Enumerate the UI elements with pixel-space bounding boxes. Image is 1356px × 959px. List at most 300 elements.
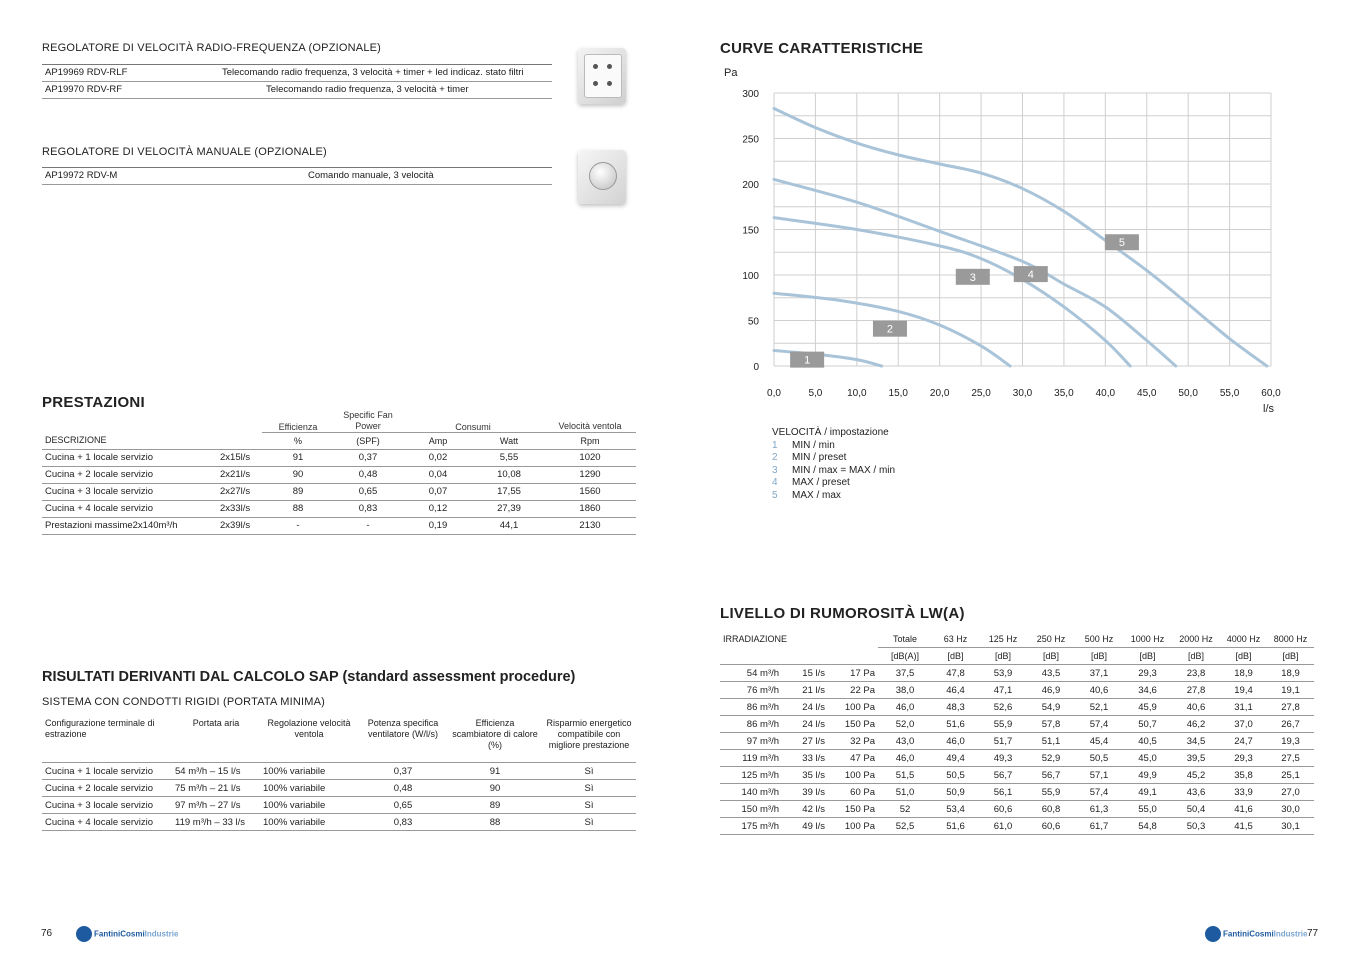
table-cell: Cucina + 1 locale servizio (42, 449, 217, 466)
table-cell: 50,4 (1172, 801, 1220, 818)
header-freq: 2000 Hz (1172, 631, 1220, 648)
table-cell: 2x27l/s (217, 483, 262, 500)
knob-icon (589, 162, 617, 190)
table-cell: Cucina + 4 locale servizio (42, 814, 172, 831)
table-cell: 54 m³/h (720, 665, 782, 682)
table-cell: 2x39l/s (217, 517, 262, 534)
table-cell: 57,1 (1075, 767, 1123, 784)
table-cell: 35 l/s (782, 767, 828, 784)
table-cell: 46,0 (878, 699, 932, 716)
table-cell: 18,9 (1267, 665, 1314, 682)
sub-header-row (42, 432, 636, 449)
table-cell: 51,0 (878, 784, 932, 801)
characteristic-curves-chart (716, 62, 1296, 422)
table-cell: 46,4 (932, 682, 979, 699)
y-tick-label: 300 (742, 89, 759, 100)
logo-sub-text: Industrie (1273, 929, 1308, 939)
header-unit: [dB] (1172, 648, 1220, 665)
header-risparmio: Risparmio energetico compatibile con migliore prestazione (542, 718, 636, 763)
legend-item (772, 477, 895, 490)
x-tick-label: 0,0 (767, 388, 781, 399)
table-cell: 53,9 (979, 665, 1027, 682)
units-row (720, 648, 1314, 665)
header-unit: [dB] (1267, 648, 1314, 665)
header-freq: 8000 Hz (1267, 631, 1314, 648)
page-number: 76 (41, 928, 53, 939)
prestazioni-table (42, 406, 636, 535)
table-row (720, 767, 1314, 784)
table-cell: 48,3 (932, 699, 979, 716)
table-cell: 30,1 (1267, 818, 1314, 835)
logo-sub-text: Industrie (144, 929, 179, 939)
table-cell: 97 m³/h – 27 l/s (172, 797, 260, 814)
table-cell: 19,4 (1220, 682, 1267, 699)
table-cell: 51,6 (932, 716, 979, 733)
radio-regulator-title: REGOLATORE DI VELOCITÀ RADIO-FREQUENZA (OPZIONALE) (42, 42, 382, 54)
legend-item (772, 440, 895, 453)
table-cell: 2x33l/s (217, 500, 262, 517)
table-cell: Prestazioni massime2x140m³/h (42, 517, 217, 534)
table-cell: 37,1 (1075, 665, 1123, 682)
table-cell: 56,7 (979, 767, 1027, 784)
table-cell: Cucina + 2 locale servizio (42, 466, 217, 483)
table-cell: 60,6 (1027, 818, 1075, 835)
table-cell: 55,9 (979, 716, 1027, 733)
product-description: Comando manuale, 3 velocità (308, 170, 434, 181)
header-descrizione: DESCRIZIONE (42, 432, 217, 449)
header-unit: [dB] (1075, 648, 1123, 665)
table-cell: 100 Pa (828, 699, 878, 716)
table-cell: 0,12 (402, 500, 474, 517)
table-cell: 45,2 (1172, 767, 1220, 784)
table-cell: 47 Pa (828, 750, 878, 767)
header-unit: Watt (474, 432, 544, 449)
table-cell: 37,0 (1220, 716, 1267, 733)
table-cell: 27,0 (1267, 784, 1314, 801)
table-cell: 53,4 (932, 801, 979, 818)
legend-text: MAX / max (792, 489, 841, 501)
table-cell: 75 m³/h – 21 l/s (172, 780, 260, 797)
table-cell: 33 l/s (782, 750, 828, 767)
table-cell: 51,1 (1027, 733, 1075, 750)
table-cell: 47,8 (932, 665, 979, 682)
header-efficienza: Efficienza scambiatore di calore (%) (448, 718, 542, 763)
table-cell: 42 l/s (782, 801, 828, 818)
table-row (720, 818, 1314, 835)
table-cell: 89 (262, 483, 334, 500)
table-cell: 100 Pa (828, 818, 878, 835)
table-cell: 91 (262, 449, 334, 466)
table-cell: 100% variabile (260, 814, 358, 831)
table-cell: 52,1 (1075, 699, 1123, 716)
table-cell: 51,6 (932, 818, 979, 835)
header-row (42, 718, 636, 763)
table-cell: Sì (542, 763, 636, 780)
product-description: Telecomando radio frequenza, 3 velocità + timer + led indicaz. stato filtri (222, 67, 524, 78)
table-row (720, 733, 1314, 750)
curve-label: 3 (969, 271, 976, 284)
table-row (42, 797, 636, 814)
table-cell: Cucina + 1 locale servizio (42, 763, 172, 780)
table-cell: 150 Pa (828, 801, 878, 818)
header-unit: Amp (402, 432, 474, 449)
header-portata: Portata aria (172, 718, 260, 763)
table-cell: Cucina + 3 locale servizio (42, 797, 172, 814)
table-cell: 0,07 (402, 483, 474, 500)
table-cell: 60 Pa (828, 784, 878, 801)
table-cell: 27,8 (1267, 699, 1314, 716)
table-row (42, 466, 636, 483)
table-cell: 51,5 (878, 767, 932, 784)
table-row (720, 750, 1314, 767)
header-freq: 500 Hz (1075, 631, 1123, 648)
header-freq: Totale (878, 631, 932, 648)
table-cell: 21 l/s (782, 682, 828, 699)
product-code: AP19970 RDV-RF (45, 84, 123, 95)
table-cell: 33,9 (1220, 784, 1267, 801)
table-cell: 56,7 (1027, 767, 1075, 784)
table-cell: 2x15l/s (217, 449, 262, 466)
table-cell: 57,4 (1075, 784, 1123, 801)
remote-face (584, 54, 622, 98)
legend-number: 3 (772, 464, 778, 476)
table-cell: 29,3 (1220, 750, 1267, 767)
table-cell: 91 (448, 763, 542, 780)
table-cell: 45,9 (1123, 699, 1172, 716)
table-cell: 27,8 (1172, 682, 1220, 699)
table-cell: 52,9 (1027, 750, 1075, 767)
page-number: 77 (1307, 928, 1319, 939)
table-row (720, 682, 1314, 699)
table-cell: 34,5 (1172, 733, 1220, 750)
table-cell: 25,1 (1267, 767, 1314, 784)
table-cell: 0,83 (358, 814, 448, 831)
button-icon (607, 81, 612, 86)
table-cell: 1860 (544, 500, 636, 517)
header-freq: 250 Hz (1027, 631, 1075, 648)
table-row (720, 784, 1314, 801)
table-cell: 150 m³/h (720, 801, 782, 818)
table-cell: 86 m³/h (720, 716, 782, 733)
table-cell: 41,6 (1220, 801, 1267, 818)
table-cell: 88 (448, 814, 542, 831)
table-cell: 45,4 (1075, 733, 1123, 750)
manual-regulator-title: REGOLATORE DI VELOCITÀ MANUALE (OPZIONALE) (42, 146, 327, 158)
table-cell: 49,1 (1123, 784, 1172, 801)
table-cell: 50,7 (1123, 716, 1172, 733)
table-cell: 43,6 (1172, 784, 1220, 801)
table-cell: 27,39 (474, 500, 544, 517)
table-cell: 29,3 (1123, 665, 1172, 682)
table-cell: 18,9 (1220, 665, 1267, 682)
brand-logo (76, 926, 178, 942)
product-code: AP19972 RDV-M (45, 170, 118, 181)
x-tick-label: 20,0 (929, 388, 950, 399)
table-cell: 40,6 (1075, 682, 1123, 699)
table-cell: 35,8 (1220, 767, 1267, 784)
logo-badge-icon (1205, 926, 1221, 942)
table-cell: 97 m³/h (720, 733, 782, 750)
table-cell: 100% variabile (260, 763, 358, 780)
curve-label: 1 (804, 354, 811, 367)
table-cell: Cucina + 2 locale servizio (42, 780, 172, 797)
table-cell: 60,6 (979, 801, 1027, 818)
sap-subtitle: SISTEMA CON CONDOTTI RIGIDI (PORTATA MINIMA) (42, 696, 325, 708)
x-tick-label: 55,0 (1219, 388, 1240, 399)
y-tick-label: 100 (742, 271, 759, 282)
legend-text: MIN / min (792, 439, 835, 451)
noise-table (720, 631, 1314, 835)
curve-series-5 (774, 108, 1267, 366)
table-cell: 38,0 (878, 682, 932, 699)
curve-title: CURVE CARATTERISTICHE (720, 40, 924, 57)
table-cell: 44,1 (474, 517, 544, 534)
x-tick-label: 15,0 (888, 388, 908, 399)
radio-remote-image (578, 48, 626, 104)
table-cell: 100 Pa (828, 767, 878, 784)
table-cell: 52,5 (878, 818, 932, 835)
table-cell: 55,9 (1027, 784, 1075, 801)
table-cell: 50,9 (932, 784, 979, 801)
header-row (720, 631, 1314, 648)
table-cell: 50,5 (1075, 750, 1123, 767)
noise-title: LIVELLO DI RUMOROSITÀ LW(A) (720, 605, 965, 622)
table-row (42, 763, 636, 780)
table-cell: 0,37 (334, 449, 402, 466)
table-row (42, 780, 636, 797)
manual-regulator-table (42, 168, 552, 185)
table-cell: 57,4 (1075, 716, 1123, 733)
table-cell: 54,9 (1027, 699, 1075, 716)
table-cell: 17,55 (474, 483, 544, 500)
table-row (42, 82, 552, 99)
table-cell: 100% variabile (260, 797, 358, 814)
table-cell: 61,3 (1075, 801, 1123, 818)
table-cell: 49 l/s (782, 818, 828, 835)
table-cell: 37,5 (878, 665, 932, 682)
curve-label: 2 (886, 323, 894, 336)
table-cell: 45,0 (1123, 750, 1172, 767)
table-cell: 49,9 (1123, 767, 1172, 784)
y-tick-label: 50 (747, 316, 759, 328)
table-cell: 52,6 (979, 699, 1027, 716)
table-cell: 23,8 (1172, 665, 1220, 682)
header-unit: [dB] (1123, 648, 1172, 665)
table-cell: Cucina + 4 locale servizio (42, 500, 217, 517)
y-axis-label: Pa (724, 67, 738, 79)
table-cell: 50,3 (1172, 818, 1220, 835)
x-tick-label: 25,0 (971, 388, 991, 399)
product-code: AP19969 RDV-RLF (45, 67, 128, 78)
table-cell: 54 m³/h – 15 l/s (172, 763, 260, 780)
x-axis-label: l/s (1263, 403, 1274, 415)
table-cell: 31,1 (1220, 699, 1267, 716)
table-cell: 0,83 (334, 500, 402, 517)
table-cell: Sì (542, 797, 636, 814)
table-cell: 49,3 (979, 750, 1027, 767)
legend-number: 5 (772, 489, 778, 501)
table-cell: 24,7 (1220, 733, 1267, 750)
y-tick-label: 150 (742, 225, 759, 237)
button-icon (593, 64, 598, 69)
table-cell: 1560 (544, 483, 636, 500)
header-config: Configurazione terminale di estrazione (42, 718, 172, 763)
table-cell: 56,1 (979, 784, 1027, 801)
table-cell: 24 l/s (782, 716, 828, 733)
table-cell: 19,3 (1267, 733, 1314, 750)
header-potenza: Potenza specifica ventilatore (W/l/s) (358, 718, 448, 763)
legend-text: MIN / preset (792, 452, 847, 463)
table-cell: 39,5 (1172, 750, 1220, 767)
table-row (42, 65, 552, 82)
group-header-row (42, 406, 636, 432)
table-cell: 89 (448, 797, 542, 814)
header-unit: Rpm (544, 432, 636, 449)
table-cell: 5,55 (474, 449, 544, 466)
header-velocita-ventola: Velocità ventola (544, 406, 636, 432)
curve-label: 5 (1118, 237, 1125, 250)
product-description: Telecomando radio frequenza, 3 velocità + timer (266, 84, 469, 95)
table-cell: 22 Pa (828, 682, 878, 699)
table-cell: Sì (542, 814, 636, 831)
header-specific-fan-power: Specific Fan Power (334, 406, 402, 432)
table-cell: 41,5 (1220, 818, 1267, 835)
table-cell: 90 (448, 780, 542, 797)
y-tick-label: 0 (753, 362, 759, 373)
x-tick-label: 40,0 (1095, 388, 1116, 399)
header-freq: 4000 Hz (1220, 631, 1267, 648)
table-cell: 43,5 (1027, 665, 1075, 682)
table-cell: 61,7 (1075, 818, 1123, 835)
x-tick-label: 60,0 (1261, 388, 1281, 399)
logo-main-text: FantiniCosmi (1223, 929, 1274, 939)
x-tick-label: 10,0 (847, 388, 867, 399)
table-cell: 46,0 (878, 750, 932, 767)
table-row (720, 716, 1314, 733)
table-cell: 119 m³/h (720, 750, 782, 767)
table-cell: 0,65 (334, 483, 402, 500)
header-unit: [dB(A)] (878, 648, 932, 665)
header-efficienza: Efficienza (262, 406, 334, 432)
legend-number: 4 (772, 477, 778, 488)
table-cell: 52 (878, 801, 932, 818)
table-cell: 2130 (544, 517, 636, 534)
table-cell: 34,6 (1123, 682, 1172, 699)
table-cell: 175 m³/h (720, 818, 782, 835)
table-cell: 10,08 (474, 466, 544, 483)
table-row (720, 665, 1314, 682)
table-cell: 32 Pa (828, 733, 878, 750)
table-row (42, 814, 636, 831)
table-cell: 140 m³/h (720, 784, 782, 801)
x-tick-label: 45,0 (1137, 388, 1157, 399)
prestazioni-title: PRESTAZIONI (42, 394, 146, 411)
table-cell: 0,65 (358, 797, 448, 814)
legend-item (772, 465, 895, 478)
legend-item (772, 452, 895, 465)
table-cell: 0,37 (358, 763, 448, 780)
table-cell: 51,7 (979, 733, 1027, 750)
table-cell: 54,8 (1123, 818, 1172, 835)
table-cell: 46,9 (1027, 682, 1075, 699)
header-unit: [dB] (1220, 648, 1267, 665)
curve-label: 4 (1027, 269, 1034, 282)
table-cell: - (334, 517, 402, 534)
table-cell: 86 m³/h (720, 699, 782, 716)
table-cell: 40,5 (1123, 733, 1172, 750)
radio-regulator-table (42, 65, 552, 99)
table-row (720, 699, 1314, 716)
legend-number: 1 (772, 439, 778, 451)
table-row (42, 168, 552, 185)
table-cell: 55,0 (1123, 801, 1172, 818)
y-tick-label: 250 (742, 134, 759, 146)
table-cell: 50,5 (932, 767, 979, 784)
table-cell: 1290 (544, 466, 636, 483)
table-cell: 0,02 (402, 449, 474, 466)
brand-logo (1205, 926, 1307, 942)
header-unit: (SPF) (334, 432, 402, 449)
sap-table (42, 718, 636, 831)
legend-text: MAX / preset (792, 477, 850, 488)
table-cell: 27,5 (1267, 750, 1314, 767)
header-consumi: Consumi (402, 406, 544, 432)
header-unit: [dB] (1027, 648, 1075, 665)
table-cell: - (262, 517, 334, 534)
header-freq: 1000 Hz (1123, 631, 1172, 648)
table-cell: 15 l/s (782, 665, 828, 682)
legend-text: MIN / max = MAX / min (792, 464, 896, 476)
table-cell: Sì (542, 780, 636, 797)
x-tick-label: 5,0 (808, 388, 823, 399)
table-cell: 49,4 (932, 750, 979, 767)
logo-badge-icon (76, 926, 92, 942)
header-unit: [dB] (932, 648, 979, 665)
header-regolazione: Regolazione velocità ventola (260, 718, 358, 763)
table-cell: 24 l/s (782, 699, 828, 716)
table-cell: 88 (262, 500, 334, 517)
table-cell: 1020 (544, 449, 636, 466)
table-row (42, 449, 636, 466)
table-cell: 150 Pa (828, 716, 878, 733)
logo-main-text: FantiniCosmi (94, 929, 145, 939)
table-cell: 30,0 (1267, 801, 1314, 818)
x-tick-label: 30,0 (1012, 388, 1033, 399)
table-cell: 2x21l/s (217, 466, 262, 483)
table-cell: 0,48 (334, 466, 402, 483)
table-cell: 90 (262, 466, 334, 483)
table-cell: 57,8 (1027, 716, 1075, 733)
table-row (720, 801, 1314, 818)
speed-legend (772, 427, 895, 502)
table-cell: 125 m³/h (720, 767, 782, 784)
legend-title: VELOCITÀ / impostazione (772, 427, 889, 438)
table-cell: 27 l/s (782, 733, 828, 750)
table-cell: 0,04 (402, 466, 474, 483)
manual-control-image (578, 150, 626, 204)
table-cell: 19,1 (1267, 682, 1314, 699)
header-irradiazione: IRRADIAZIONE (723, 634, 788, 645)
table-cell: 17 Pa (828, 665, 878, 682)
legend-number: 2 (772, 452, 778, 463)
table-cell: 61,0 (979, 818, 1027, 835)
table-cell: 0,19 (402, 517, 474, 534)
table-cell: 119 m³/h – 33 l/s (172, 814, 260, 831)
table-cell: 26,7 (1267, 716, 1314, 733)
table-cell: 40,6 (1172, 699, 1220, 716)
header-unit: [dB] (979, 648, 1027, 665)
sap-title: RISULTATI DERIVANTI DAL CALCOLO SAP (standard assessment procedure) (42, 669, 576, 685)
